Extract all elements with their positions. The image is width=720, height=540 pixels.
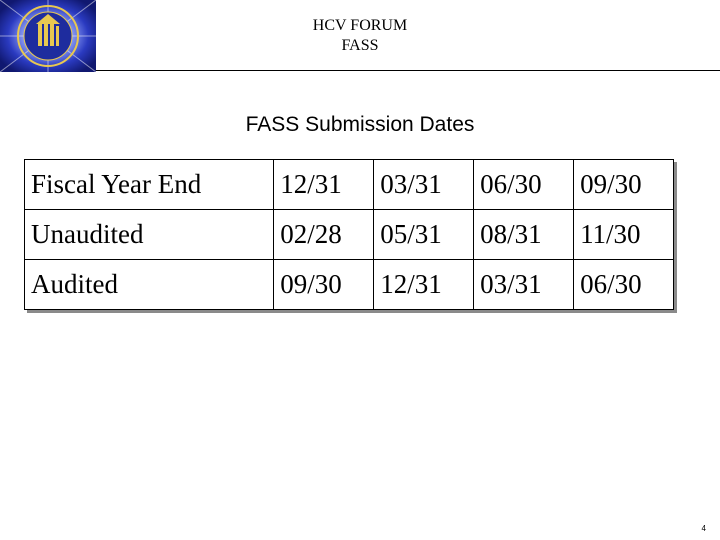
table-cell: 09/30 (574, 160, 674, 210)
submission-dates-table (24, 159, 674, 310)
row-label-unaudited: Unaudited (25, 210, 274, 260)
table-cell: 08/31 (474, 210, 574, 260)
page-number: 4 (701, 524, 706, 533)
table-cell: 02/28 (274, 210, 374, 260)
table-cell: 05/31 (374, 210, 474, 260)
hud-seal-icon (0, 0, 96, 72)
header-forum-title: HCV FORUM (312, 17, 408, 34)
table-row (25, 260, 674, 310)
row-label-fiscal-year-end: Fiscal Year End (25, 160, 274, 210)
hud-seal-logo (0, 0, 96, 72)
table-cell: 03/31 (374, 160, 474, 210)
table-row (25, 210, 674, 260)
table-cell: 12/31 (274, 160, 374, 210)
table-cell: 03/31 (474, 260, 574, 310)
table-row (25, 160, 674, 210)
table-cell: 06/30 (574, 260, 674, 310)
table-cell: 12/31 (374, 260, 474, 310)
table-cell: 06/30 (474, 160, 574, 210)
row-label-audited: Audited (25, 260, 274, 310)
table-cell: 09/30 (274, 260, 374, 310)
table-cell: 11/30 (574, 210, 674, 260)
header-subtitle: FASS (341, 37, 379, 54)
header-title-block (200, 16, 520, 56)
header-divider (96, 70, 720, 71)
slide-title: FASS Submission Dates (245, 113, 475, 136)
